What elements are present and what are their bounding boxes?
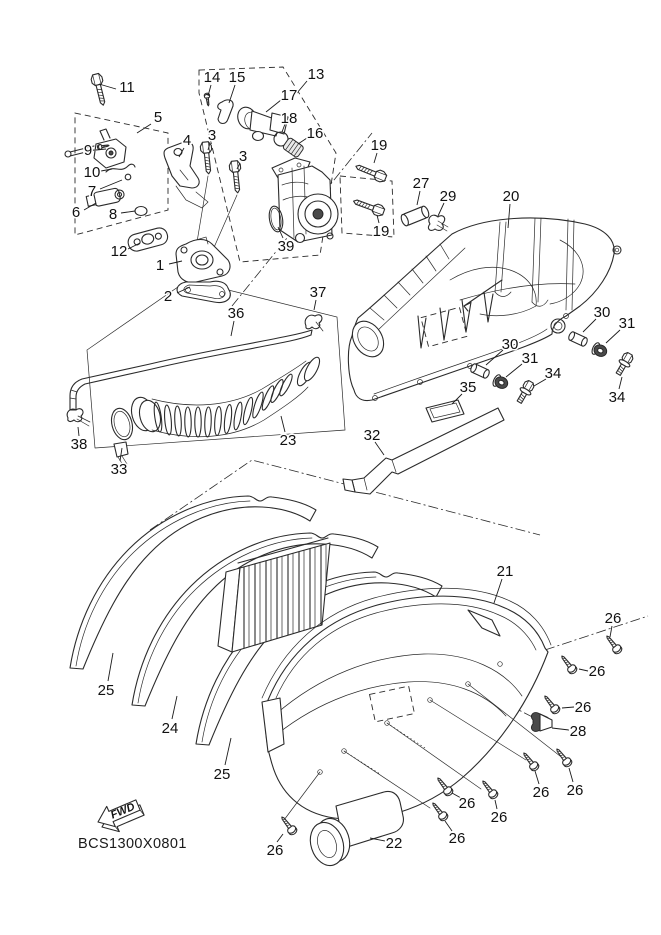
part-number-label: 30	[501, 336, 519, 353]
part-number-label: 3	[207, 127, 217, 144]
callout-leader	[100, 180, 122, 189]
callout-leader	[225, 738, 231, 765]
part-number-label: 34	[608, 389, 626, 406]
part-3-bolt	[200, 141, 214, 174]
part-number-label: 26	[574, 699, 592, 716]
part-19-bolt	[354, 161, 388, 183]
part-11-bolt	[90, 73, 108, 107]
part-number-label: 3	[238, 148, 248, 165]
callout-leader	[78, 427, 79, 436]
part-number-label: 18	[280, 110, 298, 127]
part-2-gasket	[177, 281, 230, 302]
callout-leader	[619, 377, 622, 389]
part-number-label: 23	[279, 432, 297, 449]
part-throttle-body	[267, 158, 387, 243]
part-number-label: 32	[363, 427, 381, 444]
part-28-cap	[531, 713, 552, 732]
callout-leader	[374, 153, 377, 163]
callout-leader	[569, 768, 573, 782]
part-number-label: 34	[544, 365, 562, 382]
part-number-label: 26	[490, 809, 508, 826]
part-15-clamp	[218, 100, 233, 124]
part-34-bolt	[514, 379, 536, 405]
part-37-clip	[305, 315, 323, 331]
part-number-label: 15	[228, 69, 246, 86]
callout-leader	[552, 728, 569, 730]
part-38-clip	[67, 409, 90, 426]
callout-leader	[417, 191, 420, 205]
callout-leader	[314, 300, 316, 310]
callout-leader	[101, 169, 112, 171]
part-number-label: 12	[110, 243, 128, 260]
callout-leader	[281, 416, 285, 432]
part-number-label: 29	[439, 188, 457, 205]
callout-leader	[277, 834, 283, 842]
part-number-label: 9	[83, 142, 93, 159]
part-number-label: 2	[163, 288, 173, 305]
part-26-screw	[479, 778, 499, 800]
callout-leader	[579, 669, 588, 671]
part-5-joint	[65, 129, 126, 168]
part-number-label: 13	[307, 66, 325, 83]
part-number-label: 25	[97, 682, 115, 699]
part-number-label: 36	[227, 305, 245, 322]
part-number-label: 19	[372, 223, 390, 240]
fwd-arrow	[98, 800, 144, 832]
part-number-label: 5	[153, 109, 163, 126]
part-3-bolt	[229, 160, 243, 193]
part-number-label: 26	[604, 610, 622, 627]
part-14-screw	[204, 93, 211, 106]
divider-line	[545, 616, 648, 650]
callout-leader	[535, 771, 539, 784]
part-29-clip	[428, 215, 448, 231]
part-8-oring	[135, 207, 147, 216]
part-number-label: 28	[569, 723, 587, 740]
part-number-label: 35	[459, 379, 477, 396]
part-number-label: 14	[203, 69, 221, 86]
part-30-collar	[568, 331, 589, 347]
part-26-screw	[541, 693, 561, 715]
part-34-bolt	[613, 351, 635, 377]
part-1-joint-flange	[176, 237, 230, 283]
part-number-label: 26	[588, 663, 606, 680]
fwd-label: FWD	[108, 800, 137, 822]
part-number-label: 38	[70, 436, 88, 453]
part-number-label: 26	[448, 830, 466, 847]
part-number-label: 19	[370, 137, 388, 154]
part-number-label: 25	[213, 766, 231, 783]
callout-leader	[298, 138, 307, 144]
part-number-label: 22	[385, 835, 403, 852]
callout-leader	[610, 626, 612, 637]
callout-leader	[231, 321, 234, 336]
callout-leader	[108, 653, 113, 681]
callout-leader	[121, 211, 135, 213]
part-36-hose	[70, 330, 312, 410]
part-number-label: 27	[412, 175, 430, 192]
part-31-grommet	[590, 342, 608, 359]
part-number-label: 26	[532, 784, 550, 801]
part-number-label: 20	[502, 188, 520, 205]
callout-leader	[562, 707, 574, 708]
divider-line	[150, 460, 540, 535]
part-number-label: 10	[83, 164, 101, 181]
part-7-ring	[125, 174, 131, 180]
part-30-collar	[470, 363, 491, 379]
part-16-spring	[282, 137, 304, 158]
part-number-label: 17	[280, 87, 298, 104]
part-number-label: 6	[71, 204, 81, 221]
part-number-label: 21	[496, 563, 514, 580]
assembly-axis	[212, 195, 237, 252]
callout-leader	[506, 364, 522, 377]
part-number-label: 4	[182, 132, 192, 149]
part-number-label: 7	[87, 183, 97, 200]
callout-leader	[494, 579, 502, 603]
part-number-label: 26	[266, 842, 284, 859]
callout-leader	[229, 85, 235, 103]
callout-leader	[495, 800, 497, 809]
part-26-screw	[553, 746, 573, 768]
part-number-label: 1	[155, 257, 165, 274]
part-number-label: 37	[309, 284, 327, 301]
part-number-label: 26	[458, 795, 476, 812]
callout-leader	[172, 696, 177, 719]
part-number-label: 31	[521, 350, 539, 367]
part-number-label: 11	[119, 79, 135, 96]
part-32-trim-bar	[343, 408, 504, 494]
part-26-screw	[278, 814, 298, 836]
diagram-code: BCS1300X0801	[78, 836, 187, 852]
part-26-screw	[558, 653, 578, 675]
part-26-screw	[603, 633, 623, 655]
part-19-bolt	[352, 196, 386, 217]
part-26-screw	[429, 800, 449, 822]
part-12-spacer	[126, 226, 169, 253]
callout-leader	[297, 81, 307, 93]
part-number-label: 31	[618, 315, 636, 332]
part-number-label: 24	[161, 720, 179, 737]
part-26-screw	[520, 750, 540, 772]
part-number-label: 30	[593, 304, 611, 321]
callout-leader	[266, 100, 281, 112]
part-number-label: 26	[566, 782, 584, 799]
part-number-label: 16	[306, 125, 324, 142]
part-number-label: 8	[108, 206, 118, 223]
part-number-label: 39	[277, 238, 295, 255]
part-number-label: 33	[110, 461, 128, 478]
part-35-plate	[426, 400, 464, 422]
part-27-plug	[400, 205, 430, 227]
